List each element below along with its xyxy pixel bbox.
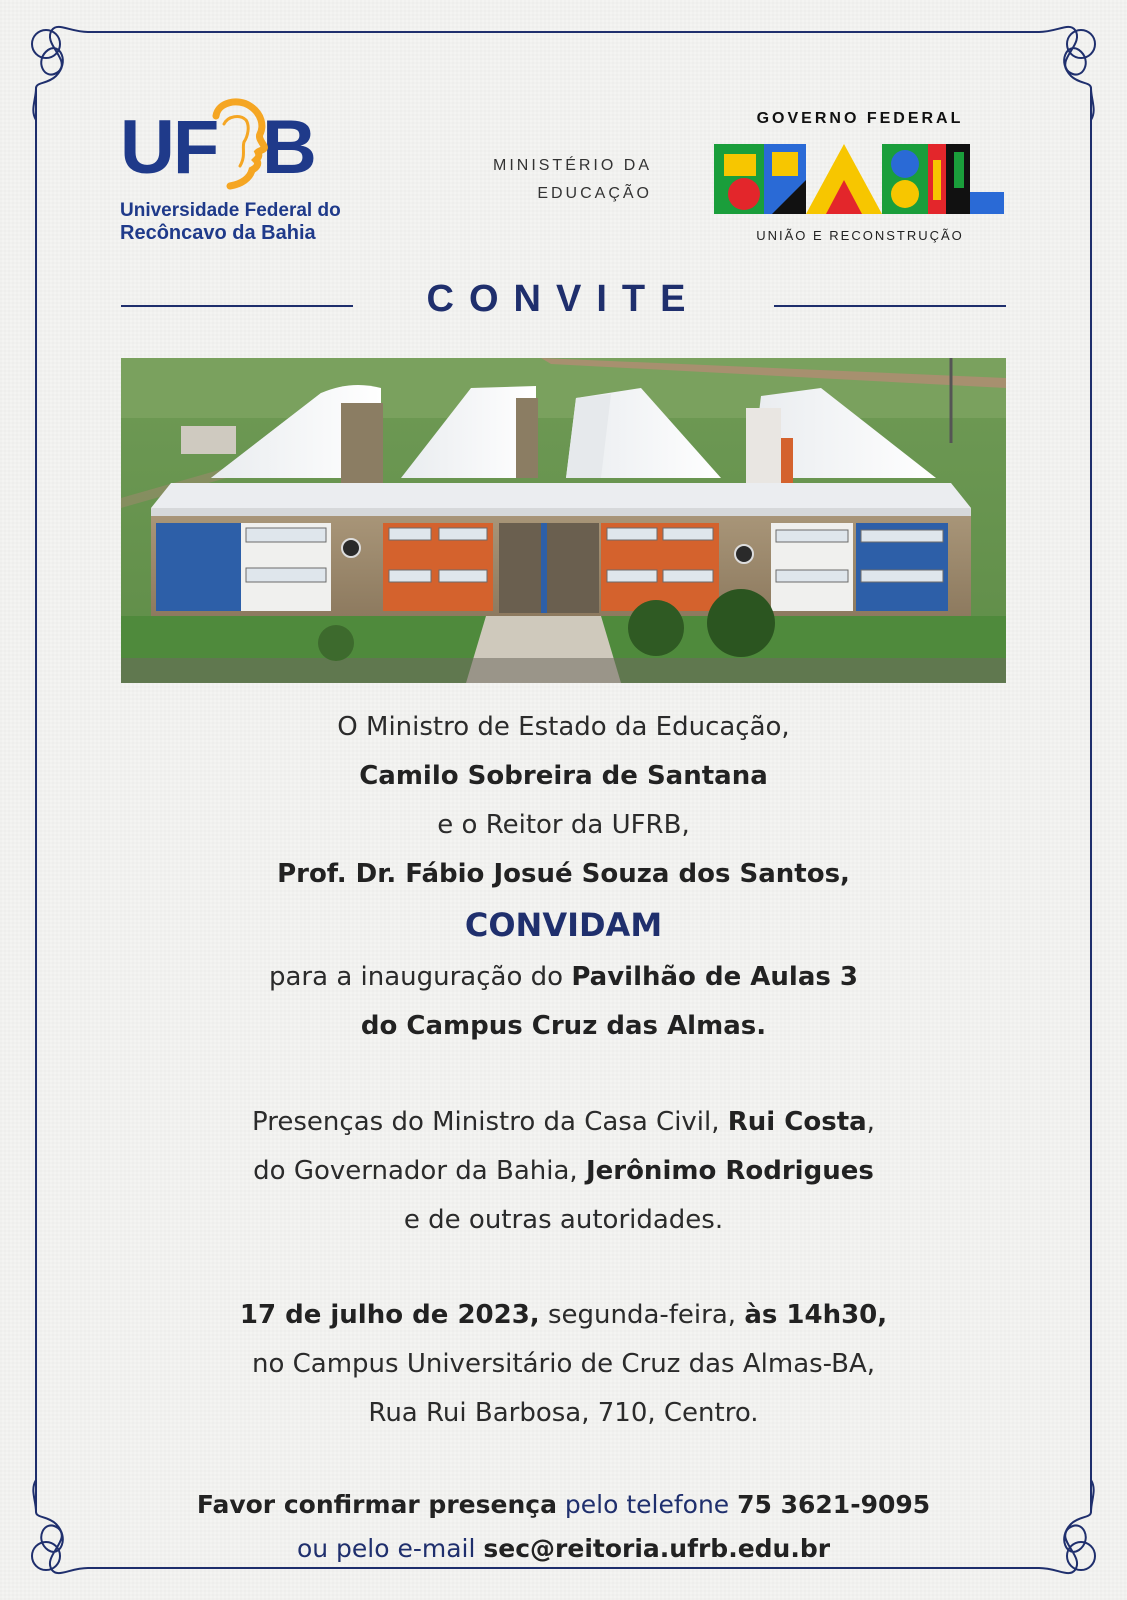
governor-name: Jerônimo Rodrigues [585,1156,874,1186]
brasil-wordmark [714,140,1006,218]
event-time: às 14h30, [744,1300,888,1330]
rsvp-request: Favor confirmar presença [196,1490,557,1519]
rsvp-line-1 [60,1490,1067,1519]
campus-name-text: do Campus Cruz das Almas. [360,1011,767,1041]
invitation-line-1: O Ministro de Estado da Educação, [337,712,790,742]
presence-line-1 [60,1107,1067,1137]
ufrb-logo [120,96,350,246]
ministry-line2: EDUCAÇÃO [537,185,652,202]
page-title: CONVITE [426,278,701,320]
event-date-line [60,1300,1067,1330]
minister-name [60,761,1067,791]
event-address: Rua Rui Barbosa, 710, Centro. [368,1398,759,1428]
invitation-line-3: e o Reitor da UFRB, [437,810,690,840]
invitation-line-6-prefix: para a inauguração do [269,962,572,992]
title-right-rule [774,305,1006,307]
ministry-name [432,152,652,208]
presence-line-2-prefix: do Governador da Bahia, [253,1156,586,1186]
minister-name-text: Camilo Sobreira de Santana [359,761,768,791]
rector-name-text: Prof. Dr. Fábio Josué Souza dos Santos, [277,859,850,889]
presence-line-1-suffix: , [866,1107,875,1137]
rsvp-email-prefix: ou pelo e-mail [296,1534,484,1563]
governo-federal-title: GOVERNO FEDERAL [756,110,964,127]
presence-line-3: e de outras autoridades. [403,1205,724,1235]
rsvp-phone-prefix: pelo telefone [556,1490,738,1519]
rsvp-line-2 [60,1534,1067,1563]
rsvp-email-link[interactable]: sec@reitoria.ufrb.edu.br [483,1534,831,1563]
casa-civil-minister-name: Rui Costa [727,1107,867,1137]
pavilion-aerial-photo [121,358,1006,683]
presence-line-1-prefix: Presenças do Ministro da Casa Civil, [252,1107,728,1137]
governo-federal-logo [712,110,1008,250]
governo-federal-slogan: UNIÃO E RECONSTRUÇÃO [756,228,964,243]
ufrb-letters-left: UF [120,105,218,190]
rsvp-phone[interactable]: 75 3621-9095 [737,1490,931,1519]
invitation-line-6 [60,962,1067,992]
event-venue: no Campus Universitário de Cruz das Almas-BA, [251,1349,876,1379]
campus-name [60,1011,1067,1041]
pavilion-name: Pavilhão de Aulas 3 [571,962,858,992]
ufrb-profile-icon [204,96,274,196]
ministry-line1: MINISTÉRIO DA [492,157,652,174]
event-date: 17 de julho de 2023, [239,1300,540,1330]
event-weekday: segunda-feira, [539,1300,745,1330]
rector-name [60,859,1067,889]
convidam-heading: CONVIDAM [464,906,663,944]
ufrb-letters-right: B [262,105,315,190]
ufrb-name-line2: Recôncavo da Bahia [120,222,316,244]
ufrb-name-line1: Universidade Federal do [120,200,341,221]
presence-line-2 [60,1156,1067,1186]
convite-title-row [121,278,1006,328]
